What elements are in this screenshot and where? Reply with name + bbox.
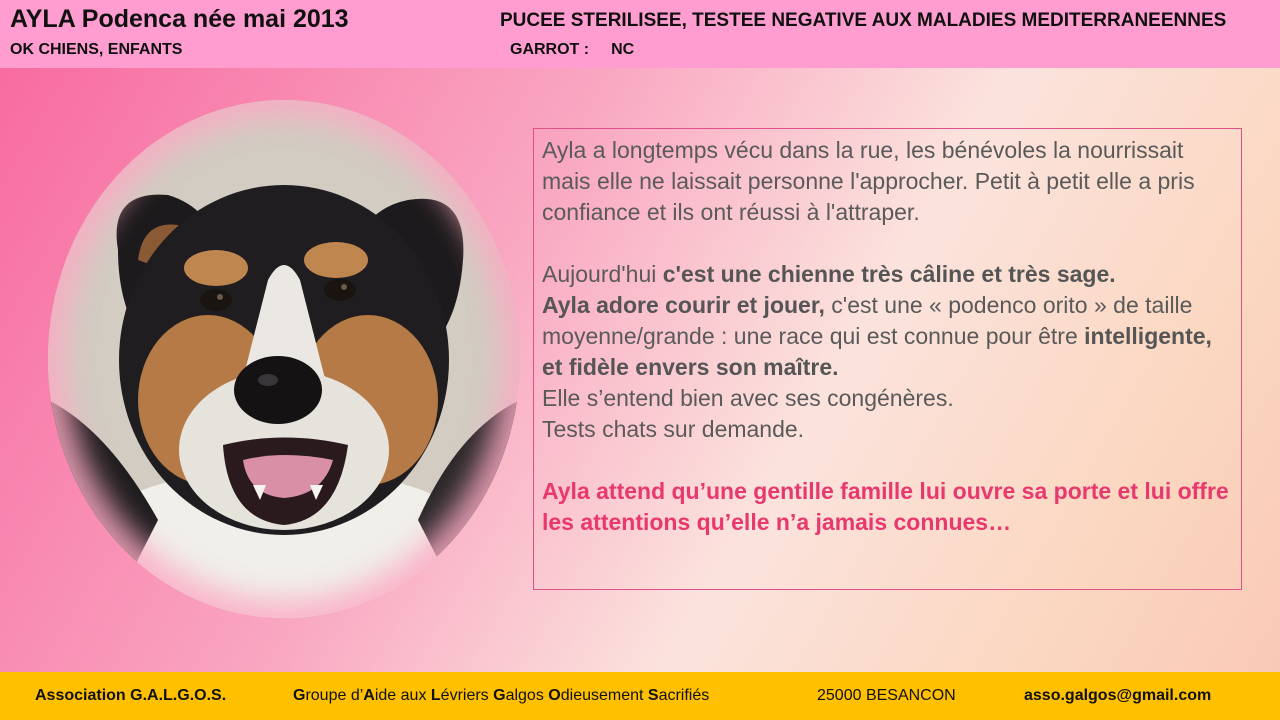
temperament-intro: Aujourd'hui: [542, 261, 663, 287]
contact-email[interactable]: asso.galgos@gmail.com: [1024, 687, 1212, 704]
paragraph-gap: [542, 228, 1233, 259]
association-fullname: [293, 687, 709, 705]
temperament-paragraph: [542, 259, 1233, 290]
garrot-label: GARROT :: [510, 41, 590, 58]
breed-paragraph: [542, 290, 1233, 383]
dog-photo: [48, 100, 520, 618]
breed-qualities: intelligente, et fidèle envers son maître.: [542, 323, 1212, 380]
temperament-highlight: c'est une chienne très câline et très sage.: [662, 261, 1116, 287]
cats-test-line: Tests chats sur demande.: [542, 416, 805, 442]
dogs-compat-line: Elle s’entend bien avec ses congénères.: [542, 385, 954, 411]
association-name: Association G.A.L.G.O.S.: [35, 687, 227, 704]
status-line: PUCEE STERILISEE, TESTEE NEGATIVE AUX MALADIES MEDITERRANEENNES: [500, 10, 1227, 31]
initial-letter: O: [548, 687, 561, 704]
paragraph-gap: [542, 445, 1233, 476]
city-address: 25000 BESANCON: [817, 687, 956, 704]
compatibility-line: OK CHIENS, ENFANTS: [10, 41, 183, 58]
initial-letter: S: [647, 687, 659, 704]
garrot-value: NC: [611, 41, 635, 58]
closing-appeal: Ayla attend qu’une gentille famille lui ouvre sa porte et lui offre les attentions qu’elle n’a jamais connues…: [542, 478, 1229, 535]
word-part: évriers: [440, 687, 494, 704]
breed-text: c'est une « podenco orito » de taille moyenne/grande : une race qui est connue pour être: [542, 292, 1193, 349]
initial-letter: G: [293, 687, 306, 704]
word-part: roupe d’: [305, 687, 364, 704]
dog-illustration: [48, 100, 520, 618]
page-title: AYLA Podenca née mai 2013: [10, 5, 349, 33]
garrot-line: [510, 41, 634, 59]
history-paragraph: Ayla a longtemps vécu dans la rue, les bénévoles la nourrissait mais elle ne laissait personne l'approcher. Petit à petit elle a pris confiance et ils ont réussi à l'attraper.: [542, 137, 1195, 225]
word-part: dieusement: [560, 687, 648, 704]
word-part: algos: [505, 687, 549, 704]
word-part: acrifiés: [658, 687, 710, 704]
initial-letter: G: [493, 687, 506, 704]
description-box: [533, 128, 1242, 590]
footer-band: [0, 672, 1280, 720]
breed-highlight: Ayla adore courir et jouer,: [542, 292, 825, 318]
word-part: ide aux: [374, 687, 431, 704]
initial-letter: A: [363, 687, 375, 704]
header-band: [0, 0, 1280, 68]
initial-letter: L: [430, 687, 441, 704]
